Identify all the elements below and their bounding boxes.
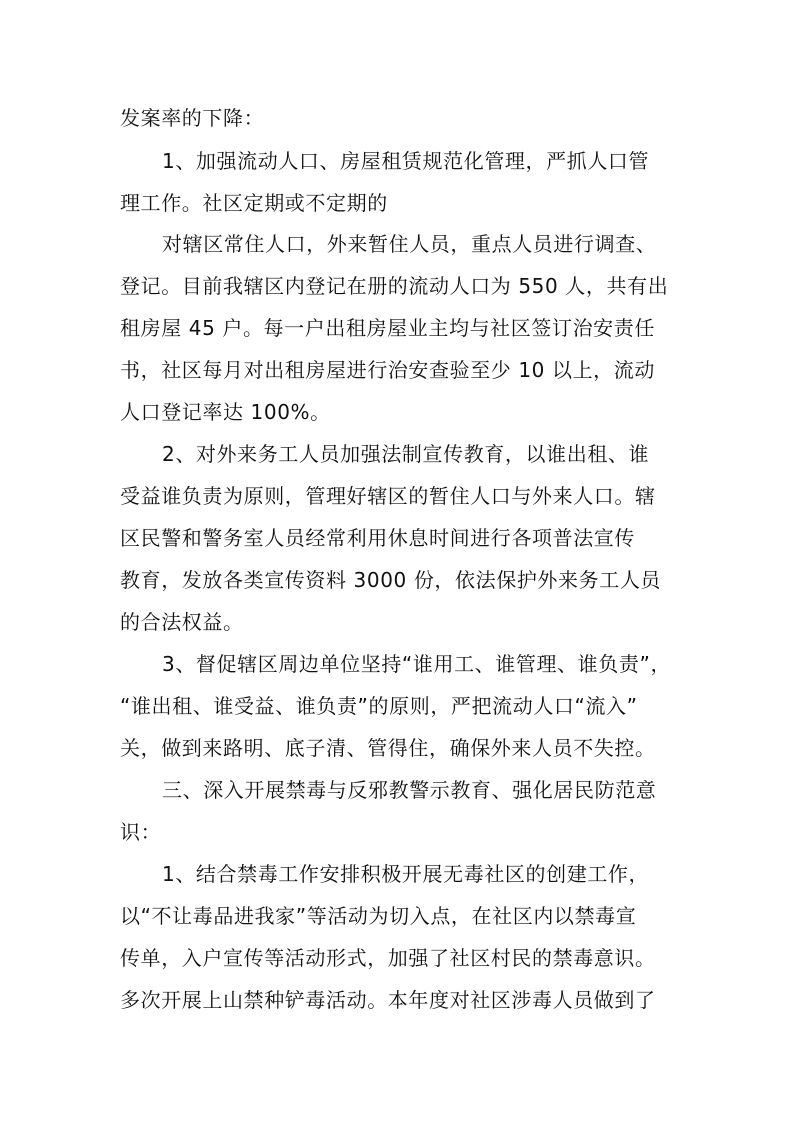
text-line: 对辖区常住人口，外来暂住人员，重点人员进行调查、 <box>162 232 657 256</box>
text-line: 理工作。社区定期或不定期的 <box>120 191 388 215</box>
text-line: 三、深入开展禁毒与反邪教警示教育、强化居民防范意 <box>162 778 657 802</box>
text-line: 1、结合禁毒工作安排积极开展无毒社区的创建工作， <box>162 862 650 886</box>
text-line: 传单，入户宣传等活动形式，加强了社区村民的禁毒意识。 <box>120 946 656 970</box>
text-line: 登记。目前我辖区内登记在册的流动人口为 550 人，共有出 <box>120 274 669 298</box>
text-line: “谁出租、谁受益、谁负责”的原则，严把流动人口“流入” <box>120 694 638 718</box>
text-line: 发案率的下降： <box>120 106 265 130</box>
text-line: 3、督促辖区周边单位坚持“谁用工、谁管理、谁负责”， <box>162 652 672 676</box>
text-line: 教育，发放各类宣传资料 3000 份，依法保护外来务工人员 <box>120 568 662 592</box>
text-line: 区民警和警务室人员经常利用休息时间进行各项普法宣传 <box>120 526 635 550</box>
text-line: 2、对外来务工人员加强法制宣传教育，以谁出租、谁 <box>162 442 650 466</box>
text-line: 受益谁负责为原则，管理好辖区的暂住人口与外来人口。辖 <box>120 484 656 508</box>
text-line: 书，社区每月对出租房屋进行治安查验至少 10 以上，流动 <box>120 358 655 382</box>
text-line: 以“不让毒品进我家”等活动为切入点，在社区内以禁毒宣 <box>120 904 637 928</box>
text-line: 租房屋 45 户。每一户出租房屋业主均与社区签订治安责任 <box>120 316 655 340</box>
text-line: 识： <box>120 820 162 844</box>
text-line: 1、加强流动人口、房屋租赁规范化管理，严抓人口管 <box>162 149 650 173</box>
text-line: 关，做到来路明、底子清、管得住，确保外来人员不失控。 <box>120 736 656 760</box>
text-line: 多次开展上山禁种铲毒活动。本年度对社区涉毒人员做到了 <box>120 988 656 1012</box>
text-line: 人口登记率达 100%。 <box>120 400 331 424</box>
text-line: 的合法权益。 <box>120 610 244 634</box>
